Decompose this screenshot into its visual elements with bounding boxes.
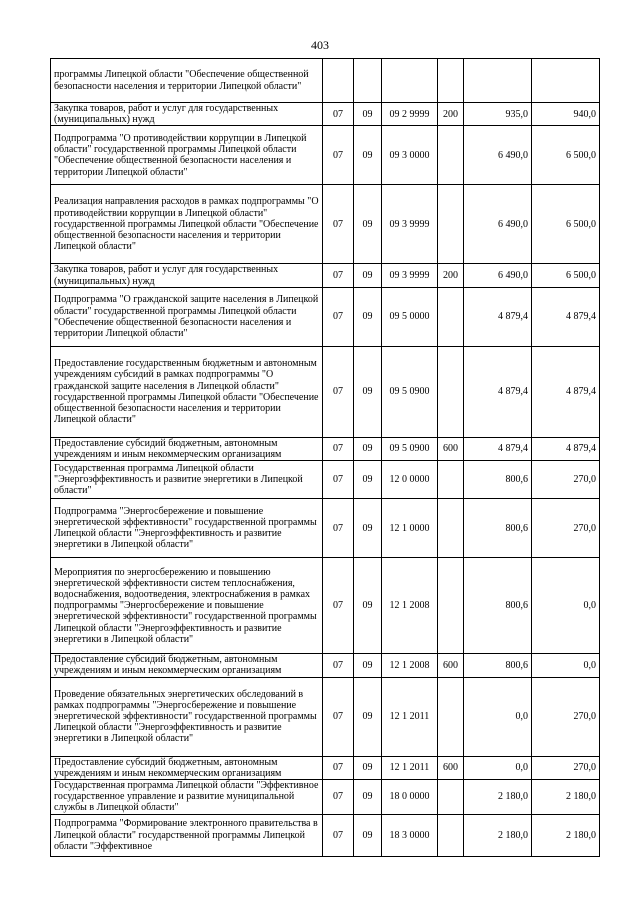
- target-article-cell: 09 3 9999: [382, 264, 438, 287]
- target-article-cell: 12 1 2011: [382, 756, 438, 779]
- expense-type-cell: [438, 558, 464, 654]
- row-name-cell: Предоставление субсидий бюджетным, автономным учреждениям и иным некоммерческим организациям: [51, 756, 323, 779]
- row-name-cell: Закупка товаров, работ и услуг для государственных (муниципальных) нужд: [51, 264, 323, 287]
- subsection-code-cell: 09: [354, 461, 382, 499]
- target-article-cell: 12 1 2008: [382, 654, 438, 677]
- table-row: [51, 126, 600, 185]
- section-code-cell: 07: [323, 756, 354, 779]
- target-article-cell: 18 0 0000: [382, 780, 438, 815]
- subsection-code-cell: 09: [354, 654, 382, 677]
- expense-type-cell: 600: [438, 654, 464, 677]
- table-row: [51, 654, 600, 677]
- target-article-cell: 09 3 9999: [382, 185, 438, 264]
- amount-year1-cell: 4 879,4: [464, 346, 532, 437]
- subsection-code-cell: 09: [354, 346, 382, 437]
- amount-year1-cell: 6 490,0: [464, 126, 532, 185]
- table-row: [51, 287, 600, 346]
- subsection-code-cell: 09: [354, 780, 382, 815]
- section-code-cell: 07: [323, 677, 354, 756]
- table-row: [51, 499, 600, 558]
- table-row: [51, 437, 600, 460]
- row-name-cell: Реализация направления расходов в рамках подпрограммы "О противодействии коррупции в Липецкой области" государственной программы Липецкой области "Обеспечение общественной безопасности населения и территории Липецкой области": [51, 185, 323, 264]
- amount-year1-cell: 800,6: [464, 654, 532, 677]
- subsection-code-cell: 09: [354, 287, 382, 346]
- target-article-cell: 12 1 2008: [382, 558, 438, 654]
- amount-year1-cell: 0,0: [464, 756, 532, 779]
- target-article-cell: 12 1 0000: [382, 499, 438, 558]
- amount-year1-cell: 800,6: [464, 558, 532, 654]
- amount-year1-cell: 2 180,0: [464, 780, 532, 815]
- table-row: [51, 346, 600, 437]
- section-code-cell: 07: [323, 814, 354, 856]
- amount-year2-cell: 6 500,0: [532, 126, 600, 185]
- section-code-cell: 07: [323, 654, 354, 677]
- amount-year2-cell: 6 500,0: [532, 264, 600, 287]
- amount-year2-cell: 2 180,0: [532, 814, 600, 856]
- expense-type-cell: 200: [438, 264, 464, 287]
- amount-year2-cell: 270,0: [532, 461, 600, 499]
- table-row: [51, 558, 600, 654]
- amount-year1-cell: 935,0: [464, 103, 532, 126]
- table-row: [51, 461, 600, 499]
- target-article-cell: 12 0 0000: [382, 461, 438, 499]
- target-article-cell: 09 3 0000: [382, 126, 438, 185]
- expense-type-cell: [438, 814, 464, 856]
- expense-type-cell: [438, 499, 464, 558]
- table-row: [51, 780, 600, 815]
- amount-year2-cell: 4 879,4: [532, 437, 600, 460]
- expense-type-cell: [438, 59, 464, 103]
- target-article-cell: 09 5 0900: [382, 437, 438, 460]
- target-article-cell: 18 3 0000: [382, 814, 438, 856]
- section-code-cell: 07: [323, 780, 354, 815]
- subsection-code-cell: 09: [354, 264, 382, 287]
- table-row: [51, 677, 600, 756]
- budget-table-body: [51, 59, 600, 857]
- subsection-code-cell: 09: [354, 558, 382, 654]
- expense-type-cell: 200: [438, 103, 464, 126]
- amount-year2-cell: 2 180,0: [532, 780, 600, 815]
- subsection-code-cell: 09: [354, 103, 382, 126]
- section-code-cell: 07: [323, 499, 354, 558]
- amount-year2-cell: 270,0: [532, 756, 600, 779]
- section-code-cell: 07: [323, 103, 354, 126]
- amount-year1-cell: 4 879,4: [464, 287, 532, 346]
- subsection-code-cell: 09: [354, 814, 382, 856]
- row-name-cell: Предоставление субсидий бюджетным, автономным учреждениям и иным некоммерческим организациям: [51, 654, 323, 677]
- row-name-cell: Предоставление государственным бюджетным и автономным учреждениям субсидий в рамках подпрограммы "О гражданской защите населения в Липецкой области" государственной программы Липецкой области "Обеспечение общественной безопасности населения и территории Липецкой области": [51, 346, 323, 437]
- section-code-cell: 07: [323, 264, 354, 287]
- section-code-cell: 07: [323, 287, 354, 346]
- expense-type-cell: 600: [438, 756, 464, 779]
- row-name-cell: Подпрограмма "О противодействии коррупции в Липецкой области" государственной программы Липецкой области "Обеспечение общественной безопасности населения и территории Липецкой области": [51, 126, 323, 185]
- section-code-cell: 07: [323, 126, 354, 185]
- section-code-cell: 07: [323, 461, 354, 499]
- expense-type-cell: [438, 461, 464, 499]
- amount-year2-cell: [532, 59, 600, 103]
- amount-year1-cell: 6 490,0: [464, 185, 532, 264]
- expense-type-cell: [438, 677, 464, 756]
- expense-type-cell: [438, 126, 464, 185]
- page-number: 403: [311, 38, 329, 52]
- table-row: [51, 59, 600, 103]
- row-name-cell: Государственная программа Липецкой области "Энергоэффективность и развитие энергетики в Липецкой области": [51, 461, 323, 499]
- amount-year1-cell: 6 490,0: [464, 264, 532, 287]
- expense-type-cell: 600: [438, 437, 464, 460]
- amount-year2-cell: 270,0: [532, 499, 600, 558]
- table-row: [51, 103, 600, 126]
- budget-table: [50, 58, 600, 857]
- table-row: [51, 814, 600, 856]
- amount-year2-cell: 270,0: [532, 677, 600, 756]
- row-name-cell: программы Липецкой области "Обеспечение общественной безопасности населения и территории Липецкой области": [51, 59, 323, 103]
- subsection-code-cell: [354, 59, 382, 103]
- expense-type-cell: [438, 346, 464, 437]
- target-article-cell: 09 5 0900: [382, 346, 438, 437]
- target-article-cell: 12 1 2011: [382, 677, 438, 756]
- subsection-code-cell: 09: [354, 437, 382, 460]
- target-article-cell: 09 2 9999: [382, 103, 438, 126]
- amount-year1-cell: 2 180,0: [464, 814, 532, 856]
- row-name-cell: Подпрограмма "Энергосбережение и повышение энергетической эффективности" государственной программы Липецкой области "Энергоэффективность и развитие энергетики в Липецкой области": [51, 499, 323, 558]
- subsection-code-cell: 09: [354, 499, 382, 558]
- amount-year1-cell: 4 879,4: [464, 437, 532, 460]
- subsection-code-cell: 09: [354, 677, 382, 756]
- expense-type-cell: [438, 287, 464, 346]
- row-name-cell: Подпрограмма "О гражданской защите населения в Липецкой области" государственной программы Липецкой области "Обеспечение общественной безопасности населения и территории Липецкой области": [51, 287, 323, 346]
- subsection-code-cell: 09: [354, 185, 382, 264]
- row-name-cell: Проведение обязательных энергетических обследований в рамках подпрограммы "Энергосбережение и повышение энергетической эффективности" государственной программы Липецкой области "Энергоэффективность и развитие энергетики в Липецкой области": [51, 677, 323, 756]
- amount-year2-cell: 0,0: [532, 558, 600, 654]
- section-code-cell: 07: [323, 185, 354, 264]
- row-name-cell: Государственная программа Липецкой области "Эффективное государственное управление и развитие муниципальной службы в Липецкой области": [51, 780, 323, 815]
- table-row: [51, 756, 600, 779]
- subsection-code-cell: 09: [354, 126, 382, 185]
- table-row: [51, 264, 600, 287]
- amount-year2-cell: 4 879,4: [532, 346, 600, 437]
- table-row: [51, 185, 600, 264]
- amount-year2-cell: 0,0: [532, 654, 600, 677]
- amount-year1-cell: [464, 59, 532, 103]
- subsection-code-cell: 09: [354, 756, 382, 779]
- amount-year1-cell: 800,6: [464, 461, 532, 499]
- row-name-cell: Предоставление субсидий бюджетным, автономным учреждениям и иным некоммерческим организациям: [51, 437, 323, 460]
- section-code-cell: 07: [323, 346, 354, 437]
- amount-year2-cell: 6 500,0: [532, 185, 600, 264]
- target-article-cell: 09 5 0000: [382, 287, 438, 346]
- section-code-cell: [323, 59, 354, 103]
- section-code-cell: 07: [323, 558, 354, 654]
- amount-year1-cell: 800,6: [464, 499, 532, 558]
- row-name-cell: Подпрограмма "Формирование электронного правительства в Липецкой области" государственной программы Липецкой области "Эффективное: [51, 814, 323, 856]
- row-name-cell: Мероприятия по энергосбережению и повышению энергетической эффективности систем теплоснабжения, водоснабжения, водоотведения, электроснабжения в рамках подпрограммы "Энергосбережение и повышение энергетической эффективности" государственной программы Липецкой области "Энергоэффективность и развитие энергетики в Липецкой области": [51, 558, 323, 654]
- target-article-cell: [382, 59, 438, 103]
- expense-type-cell: [438, 185, 464, 264]
- amount-year1-cell: 0,0: [464, 677, 532, 756]
- amount-year2-cell: 940,0: [532, 103, 600, 126]
- expense-type-cell: [438, 780, 464, 815]
- section-code-cell: 07: [323, 437, 354, 460]
- amount-year2-cell: 4 879,4: [532, 287, 600, 346]
- row-name-cell: Закупка товаров, работ и услуг для государственных (муниципальных) нужд: [51, 103, 323, 126]
